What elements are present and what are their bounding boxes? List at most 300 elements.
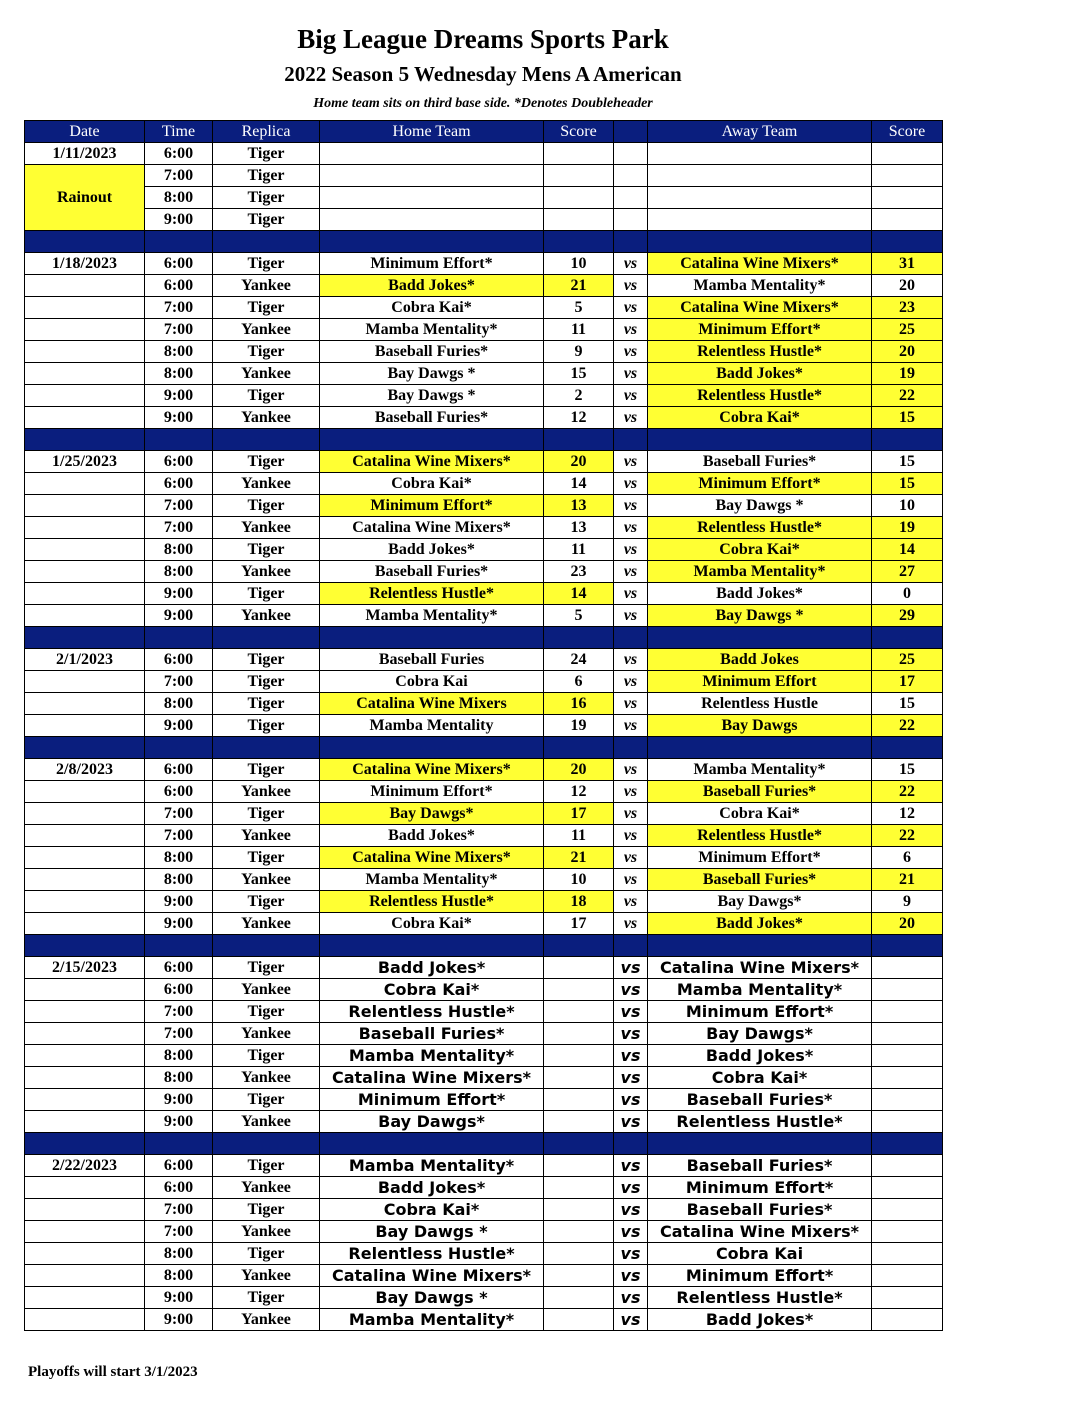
away-score-cell: 15 <box>872 407 943 429</box>
game-row <box>25 495 943 517</box>
field-cell: Yankee <box>213 605 320 627</box>
field-cell: Tiger <box>213 759 320 781</box>
time-cell: 8:00 <box>145 187 213 209</box>
separator-cell <box>213 1133 320 1155</box>
date-cell <box>25 891 145 913</box>
away-score-cell: 22 <box>872 385 943 407</box>
separator-cell <box>320 935 544 957</box>
time-cell: 7:00 <box>145 297 213 319</box>
home-score-cell: 11 <box>544 825 614 847</box>
game-row <box>25 319 943 341</box>
away-score-cell <box>872 1001 943 1023</box>
away-team-cell <box>648 209 872 231</box>
home-team-cell: Cobra Kai* <box>320 1199 544 1221</box>
away-score-cell: 22 <box>872 715 943 737</box>
game-row <box>25 165 943 187</box>
home-team-cell: Mamba Mentality* <box>320 319 544 341</box>
date-cell: 1/11/2023 <box>25 143 145 165</box>
home-score-cell: 12 <box>544 407 614 429</box>
away-score-cell: 22 <box>872 825 943 847</box>
field-cell: Tiger <box>213 847 320 869</box>
separator-cell <box>145 627 213 649</box>
vs-cell: vs <box>614 1045 648 1067</box>
vs-cell: vs <box>614 451 648 473</box>
separator-cell <box>648 231 872 253</box>
away-team-cell: Cobra Kai <box>648 1243 872 1265</box>
vs-cell: vs <box>614 297 648 319</box>
separator-cell <box>320 627 544 649</box>
away-score-cell <box>872 143 943 165</box>
field-cell: Tiger <box>213 1045 320 1067</box>
separator-cell <box>614 737 648 759</box>
game-row <box>25 671 943 693</box>
away-team-cell: Baseball Furies* <box>648 1155 872 1177</box>
vs-cell: vs <box>614 385 648 407</box>
field-cell: Yankee <box>213 1265 320 1287</box>
header-note: Home team sits on third base side. *Denotes Doubleheader <box>313 96 653 111</box>
vs-cell: vs <box>614 803 648 825</box>
week-separator <box>25 627 943 649</box>
home-score-cell: 17 <box>544 913 614 935</box>
separator-cell <box>544 231 614 253</box>
away-score-cell: 15 <box>872 759 943 781</box>
home-score-cell <box>544 979 614 1001</box>
game-row <box>25 363 943 385</box>
away-score-cell: 15 <box>872 451 943 473</box>
field-cell: Yankee <box>213 1067 320 1089</box>
vs-cell: vs <box>614 759 648 781</box>
date-cell <box>25 847 145 869</box>
home-team-cell: Minimum Effort* <box>320 253 544 275</box>
vs-cell: vs <box>614 495 648 517</box>
field-cell: Tiger <box>213 1001 320 1023</box>
game-row <box>25 517 943 539</box>
vs-cell: vs <box>614 1221 648 1243</box>
away-score-cell <box>872 1067 943 1089</box>
date-cell <box>25 407 145 429</box>
vs-cell: vs <box>614 363 648 385</box>
game-row <box>25 1177 943 1199</box>
vs-cell: vs <box>614 1309 648 1331</box>
away-score-cell: 25 <box>872 649 943 671</box>
date-cell <box>25 1243 145 1265</box>
separator-cell <box>614 231 648 253</box>
game-row <box>25 869 943 891</box>
date-cell <box>25 495 145 517</box>
home-score-cell: 14 <box>544 473 614 495</box>
away-score-cell <box>872 1309 943 1331</box>
home-score-cell: 13 <box>544 517 614 539</box>
away-team-cell: Minimum Effort* <box>648 1001 872 1023</box>
home-score-cell <box>544 1111 614 1133</box>
home-team-cell: Badd Jokes* <box>320 539 544 561</box>
home-score-cell: 5 <box>544 605 614 627</box>
away-team-cell: Badd Jokes* <box>648 363 872 385</box>
home-score-cell: 16 <box>544 693 614 715</box>
vs-cell: vs <box>614 957 648 979</box>
home-team-cell: Baseball Furies* <box>320 407 544 429</box>
separator-cell <box>614 429 648 451</box>
home-score-cell: 15 <box>544 363 614 385</box>
time-cell: 8:00 <box>145 1243 213 1265</box>
home-score-cell: 11 <box>544 539 614 561</box>
home-team-cell: Badd Jokes* <box>320 275 544 297</box>
away-team-cell: Cobra Kai* <box>648 407 872 429</box>
away-team-cell <box>648 143 872 165</box>
away-team-cell <box>648 165 872 187</box>
game-row <box>25 473 943 495</box>
game-row <box>25 583 943 605</box>
away-team-cell: Minimum Effort <box>648 671 872 693</box>
home-team-cell <box>320 143 544 165</box>
away-team-cell: Badd Jokes* <box>648 1309 872 1331</box>
away-team-cell: Mamba Mentality* <box>648 561 872 583</box>
home-team-cell: Mamba Mentality <box>320 715 544 737</box>
home-team-cell: Bay Dawgs * <box>320 363 544 385</box>
away-score-cell: 14 <box>872 539 943 561</box>
away-team-cell: Minimum Effort* <box>648 473 872 495</box>
home-team-cell: Mamba Mentality* <box>320 1155 544 1177</box>
time-cell: 6:00 <box>145 143 213 165</box>
col-header-time: Time <box>145 121 213 143</box>
field-cell: Tiger <box>213 451 320 473</box>
field-cell: Tiger <box>213 1155 320 1177</box>
away-team-cell: Mamba Mentality* <box>648 275 872 297</box>
home-team-cell: Catalina Wine Mixers <box>320 693 544 715</box>
field-cell: Tiger <box>213 297 320 319</box>
date-cell <box>25 363 145 385</box>
date-cell <box>25 1221 145 1243</box>
home-team-cell: Cobra Kai* <box>320 913 544 935</box>
time-cell: 8:00 <box>145 561 213 583</box>
away-score-cell: 6 <box>872 847 943 869</box>
time-cell: 9:00 <box>145 1111 213 1133</box>
separator-cell <box>145 737 213 759</box>
vs-cell: vs <box>614 825 648 847</box>
home-team-cell: Cobra Kai* <box>320 979 544 1001</box>
vs-cell: vs <box>614 407 648 429</box>
separator-cell <box>213 429 320 451</box>
separator-cell <box>320 429 544 451</box>
separator-cell <box>25 429 145 451</box>
date-cell <box>25 385 145 407</box>
away-team-cell: Bay Dawgs * <box>648 495 872 517</box>
away-score-cell: 17 <box>872 671 943 693</box>
game-row <box>25 451 943 473</box>
field-cell: Yankee <box>213 407 320 429</box>
time-cell: 6:00 <box>145 275 213 297</box>
col-header-away-score: Score <box>872 121 943 143</box>
time-cell: 8:00 <box>145 363 213 385</box>
footer-note: Playoffs will start 3/1/2023 <box>28 1364 198 1380</box>
separator-cell <box>614 627 648 649</box>
field-cell: Tiger <box>213 891 320 913</box>
vs-cell: vs <box>614 1199 648 1221</box>
home-team-cell: Catalina Wine Mixers* <box>320 517 544 539</box>
vs-cell: vs <box>614 319 648 341</box>
time-cell: 7:00 <box>145 671 213 693</box>
away-team-cell <box>648 187 872 209</box>
field-cell: Yankee <box>213 979 320 1001</box>
vs-cell: vs <box>614 1265 648 1287</box>
away-score-cell: 20 <box>872 913 943 935</box>
away-score-cell <box>872 957 943 979</box>
vs-cell: vs <box>614 341 648 363</box>
home-score-cell <box>544 1001 614 1023</box>
home-score-cell <box>544 1023 614 1045</box>
field-cell: Yankee <box>213 1221 320 1243</box>
home-team-cell: Badd Jokes* <box>320 957 544 979</box>
game-row <box>25 781 943 803</box>
game-row <box>25 275 943 297</box>
field-cell: Tiger <box>213 165 320 187</box>
home-team-cell: Cobra Kai <box>320 671 544 693</box>
time-cell: 7:00 <box>145 1023 213 1045</box>
schedule-table <box>24 120 943 1331</box>
time-cell: 6:00 <box>145 781 213 803</box>
away-score-cell: 19 <box>872 363 943 385</box>
game-row <box>25 1221 943 1243</box>
field-cell: Tiger <box>213 693 320 715</box>
separator-cell <box>320 1133 544 1155</box>
date-cell: 1/18/2023 <box>25 253 145 275</box>
game-row <box>25 715 943 737</box>
away-score-cell: 21 <box>872 869 943 891</box>
field-cell: Tiger <box>213 671 320 693</box>
field-cell: Tiger <box>213 803 320 825</box>
away-team-cell: Cobra Kai* <box>648 1067 872 1089</box>
separator-cell <box>320 231 544 253</box>
time-cell: 8:00 <box>145 539 213 561</box>
field-cell: Yankee <box>213 517 320 539</box>
time-cell: 7:00 <box>145 1001 213 1023</box>
date-cell <box>25 1265 145 1287</box>
game-row <box>25 1067 943 1089</box>
game-row <box>25 891 943 913</box>
separator-cell <box>872 935 943 957</box>
away-score-cell <box>872 1287 943 1309</box>
date-cell <box>25 781 145 803</box>
game-row <box>25 1243 943 1265</box>
separator-cell <box>544 737 614 759</box>
time-cell: 7:00 <box>145 319 213 341</box>
field-cell: Yankee <box>213 363 320 385</box>
game-row <box>25 1309 943 1331</box>
away-score-cell <box>872 1243 943 1265</box>
game-row <box>25 1111 943 1133</box>
home-score-cell: 14 <box>544 583 614 605</box>
home-team-cell <box>320 209 544 231</box>
vs-cell: vs <box>614 913 648 935</box>
separator-cell <box>25 1133 145 1155</box>
home-team-cell: Catalina Wine Mixers* <box>320 847 544 869</box>
home-score-cell: 5 <box>544 297 614 319</box>
away-team-cell: Relentless Hustle* <box>648 341 872 363</box>
home-team-cell: Baseball Furies* <box>320 341 544 363</box>
vs-cell: vs <box>614 693 648 715</box>
separator-cell <box>872 737 943 759</box>
separator-cell <box>213 231 320 253</box>
separator-cell <box>213 737 320 759</box>
away-team-cell: Catalina Wine Mixers* <box>648 1221 872 1243</box>
time-cell: 8:00 <box>145 1067 213 1089</box>
separator-cell <box>648 935 872 957</box>
separator-cell <box>544 627 614 649</box>
away-team-cell: Badd Jokes* <box>648 913 872 935</box>
home-score-cell <box>544 1243 614 1265</box>
time-cell: 8:00 <box>145 869 213 891</box>
time-cell: 7:00 <box>145 803 213 825</box>
away-team-cell: Baseball Furies* <box>648 1199 872 1221</box>
home-score-cell: 20 <box>544 759 614 781</box>
away-score-cell <box>872 1265 943 1287</box>
date-cell <box>25 1067 145 1089</box>
home-score-cell: 6 <box>544 671 614 693</box>
away-score-cell <box>872 1199 943 1221</box>
col-header-home-score: Score <box>544 121 614 143</box>
home-score-cell: 10 <box>544 253 614 275</box>
separator-cell <box>145 935 213 957</box>
home-team-cell: Badd Jokes* <box>320 1177 544 1199</box>
separator-cell <box>25 737 145 759</box>
time-cell: 6:00 <box>145 1177 213 1199</box>
away-team-cell: Minimum Effort* <box>648 1265 872 1287</box>
vs-cell: vs <box>614 979 648 1001</box>
away-team-cell: Minimum Effort* <box>648 1177 872 1199</box>
time-cell: 6:00 <box>145 473 213 495</box>
date-cell <box>25 1001 145 1023</box>
field-cell: Tiger <box>213 715 320 737</box>
date-cell: 2/22/2023 <box>25 1155 145 1177</box>
vs-cell: vs <box>614 1287 648 1309</box>
vs-cell: vs <box>614 891 648 913</box>
away-team-cell: Mamba Mentality* <box>648 979 872 1001</box>
away-team-cell: Bay Dawgs* <box>648 1023 872 1045</box>
game-row <box>25 803 943 825</box>
away-score-cell: 31 <box>872 253 943 275</box>
home-team-cell: Catalina Wine Mixers* <box>320 1067 544 1089</box>
away-score-cell <box>872 187 943 209</box>
week-separator <box>25 231 943 253</box>
away-score-cell: 19 <box>872 517 943 539</box>
home-score-cell <box>544 187 614 209</box>
field-cell: Tiger <box>213 253 320 275</box>
separator-cell <box>145 429 213 451</box>
away-score-cell <box>872 1045 943 1067</box>
away-team-cell: Relentless Hustle* <box>648 825 872 847</box>
away-score-cell: 25 <box>872 319 943 341</box>
game-row <box>25 913 943 935</box>
away-score-cell <box>872 1221 943 1243</box>
game-row <box>25 649 943 671</box>
home-score-cell: 10 <box>544 869 614 891</box>
week-separator <box>25 737 943 759</box>
field-cell: Tiger <box>213 649 320 671</box>
game-row <box>25 759 943 781</box>
field-cell: Tiger <box>213 1243 320 1265</box>
field-cell: Tiger <box>213 495 320 517</box>
date-cell <box>25 1199 145 1221</box>
home-score-cell <box>544 1155 614 1177</box>
time-cell: 6:00 <box>145 649 213 671</box>
time-cell: 9:00 <box>145 209 213 231</box>
date-cell: 2/15/2023 <box>25 957 145 979</box>
away-team-cell: Badd Jokes* <box>648 583 872 605</box>
date-cell <box>25 671 145 693</box>
away-score-cell: 22 <box>872 781 943 803</box>
vs-cell: vs <box>614 561 648 583</box>
away-team-cell: Baseball Furies* <box>648 869 872 891</box>
home-score-cell <box>544 1265 614 1287</box>
separator-cell <box>25 627 145 649</box>
home-team-cell: Relentless Hustle* <box>320 1001 544 1023</box>
vs-cell: vs <box>614 847 648 869</box>
time-cell: 9:00 <box>145 891 213 913</box>
game-row <box>25 979 943 1001</box>
field-cell: Yankee <box>213 1177 320 1199</box>
home-score-cell: 21 <box>544 847 614 869</box>
date-cell <box>25 825 145 847</box>
away-score-cell <box>872 165 943 187</box>
home-team-cell: Bay Dawgs* <box>320 1111 544 1133</box>
time-cell: 6:00 <box>145 979 213 1001</box>
date-cell: 2/1/2023 <box>25 649 145 671</box>
separator-cell <box>213 935 320 957</box>
col-header-vs <box>614 121 648 143</box>
home-team-cell: Cobra Kai* <box>320 297 544 319</box>
vs-cell <box>614 187 648 209</box>
date-cell <box>25 539 145 561</box>
time-cell: 6:00 <box>145 957 213 979</box>
home-score-cell: 2 <box>544 385 614 407</box>
home-score-cell: 21 <box>544 275 614 297</box>
home-team-cell: Cobra Kai* <box>320 473 544 495</box>
date-cell <box>25 979 145 1001</box>
home-team-cell: Mamba Mentality* <box>320 1045 544 1067</box>
vs-cell: vs <box>614 605 648 627</box>
away-score-cell <box>872 209 943 231</box>
week-separator <box>25 1133 943 1155</box>
home-score-cell: 17 <box>544 803 614 825</box>
away-score-cell: 27 <box>872 561 943 583</box>
time-cell: 8:00 <box>145 847 213 869</box>
home-score-cell: 13 <box>544 495 614 517</box>
away-team-cell: Minimum Effort* <box>648 319 872 341</box>
vs-cell: vs <box>614 649 648 671</box>
field-cell: Tiger <box>213 341 320 363</box>
field-cell: Yankee <box>213 1111 320 1133</box>
separator-cell <box>648 627 872 649</box>
vs-cell <box>614 143 648 165</box>
away-team-cell: Cobra Kai* <box>648 803 872 825</box>
time-cell: 7:00 <box>145 495 213 517</box>
game-row <box>25 209 943 231</box>
time-cell: 7:00 <box>145 1199 213 1221</box>
away-score-cell: 20 <box>872 341 943 363</box>
home-score-cell: 9 <box>544 341 614 363</box>
away-team-cell: Catalina Wine Mixers* <box>648 297 872 319</box>
away-team-cell: Relentless Hustle* <box>648 1287 872 1309</box>
away-team-cell: Relentless Hustle* <box>648 517 872 539</box>
away-score-cell <box>872 1089 943 1111</box>
field-cell: Yankee <box>213 1023 320 1045</box>
home-team-cell: Bay Dawgs * <box>320 385 544 407</box>
game-row <box>25 847 943 869</box>
date-cell <box>25 561 145 583</box>
field-cell: Yankee <box>213 561 320 583</box>
field-cell: Tiger <box>213 187 320 209</box>
week-separator <box>25 429 943 451</box>
